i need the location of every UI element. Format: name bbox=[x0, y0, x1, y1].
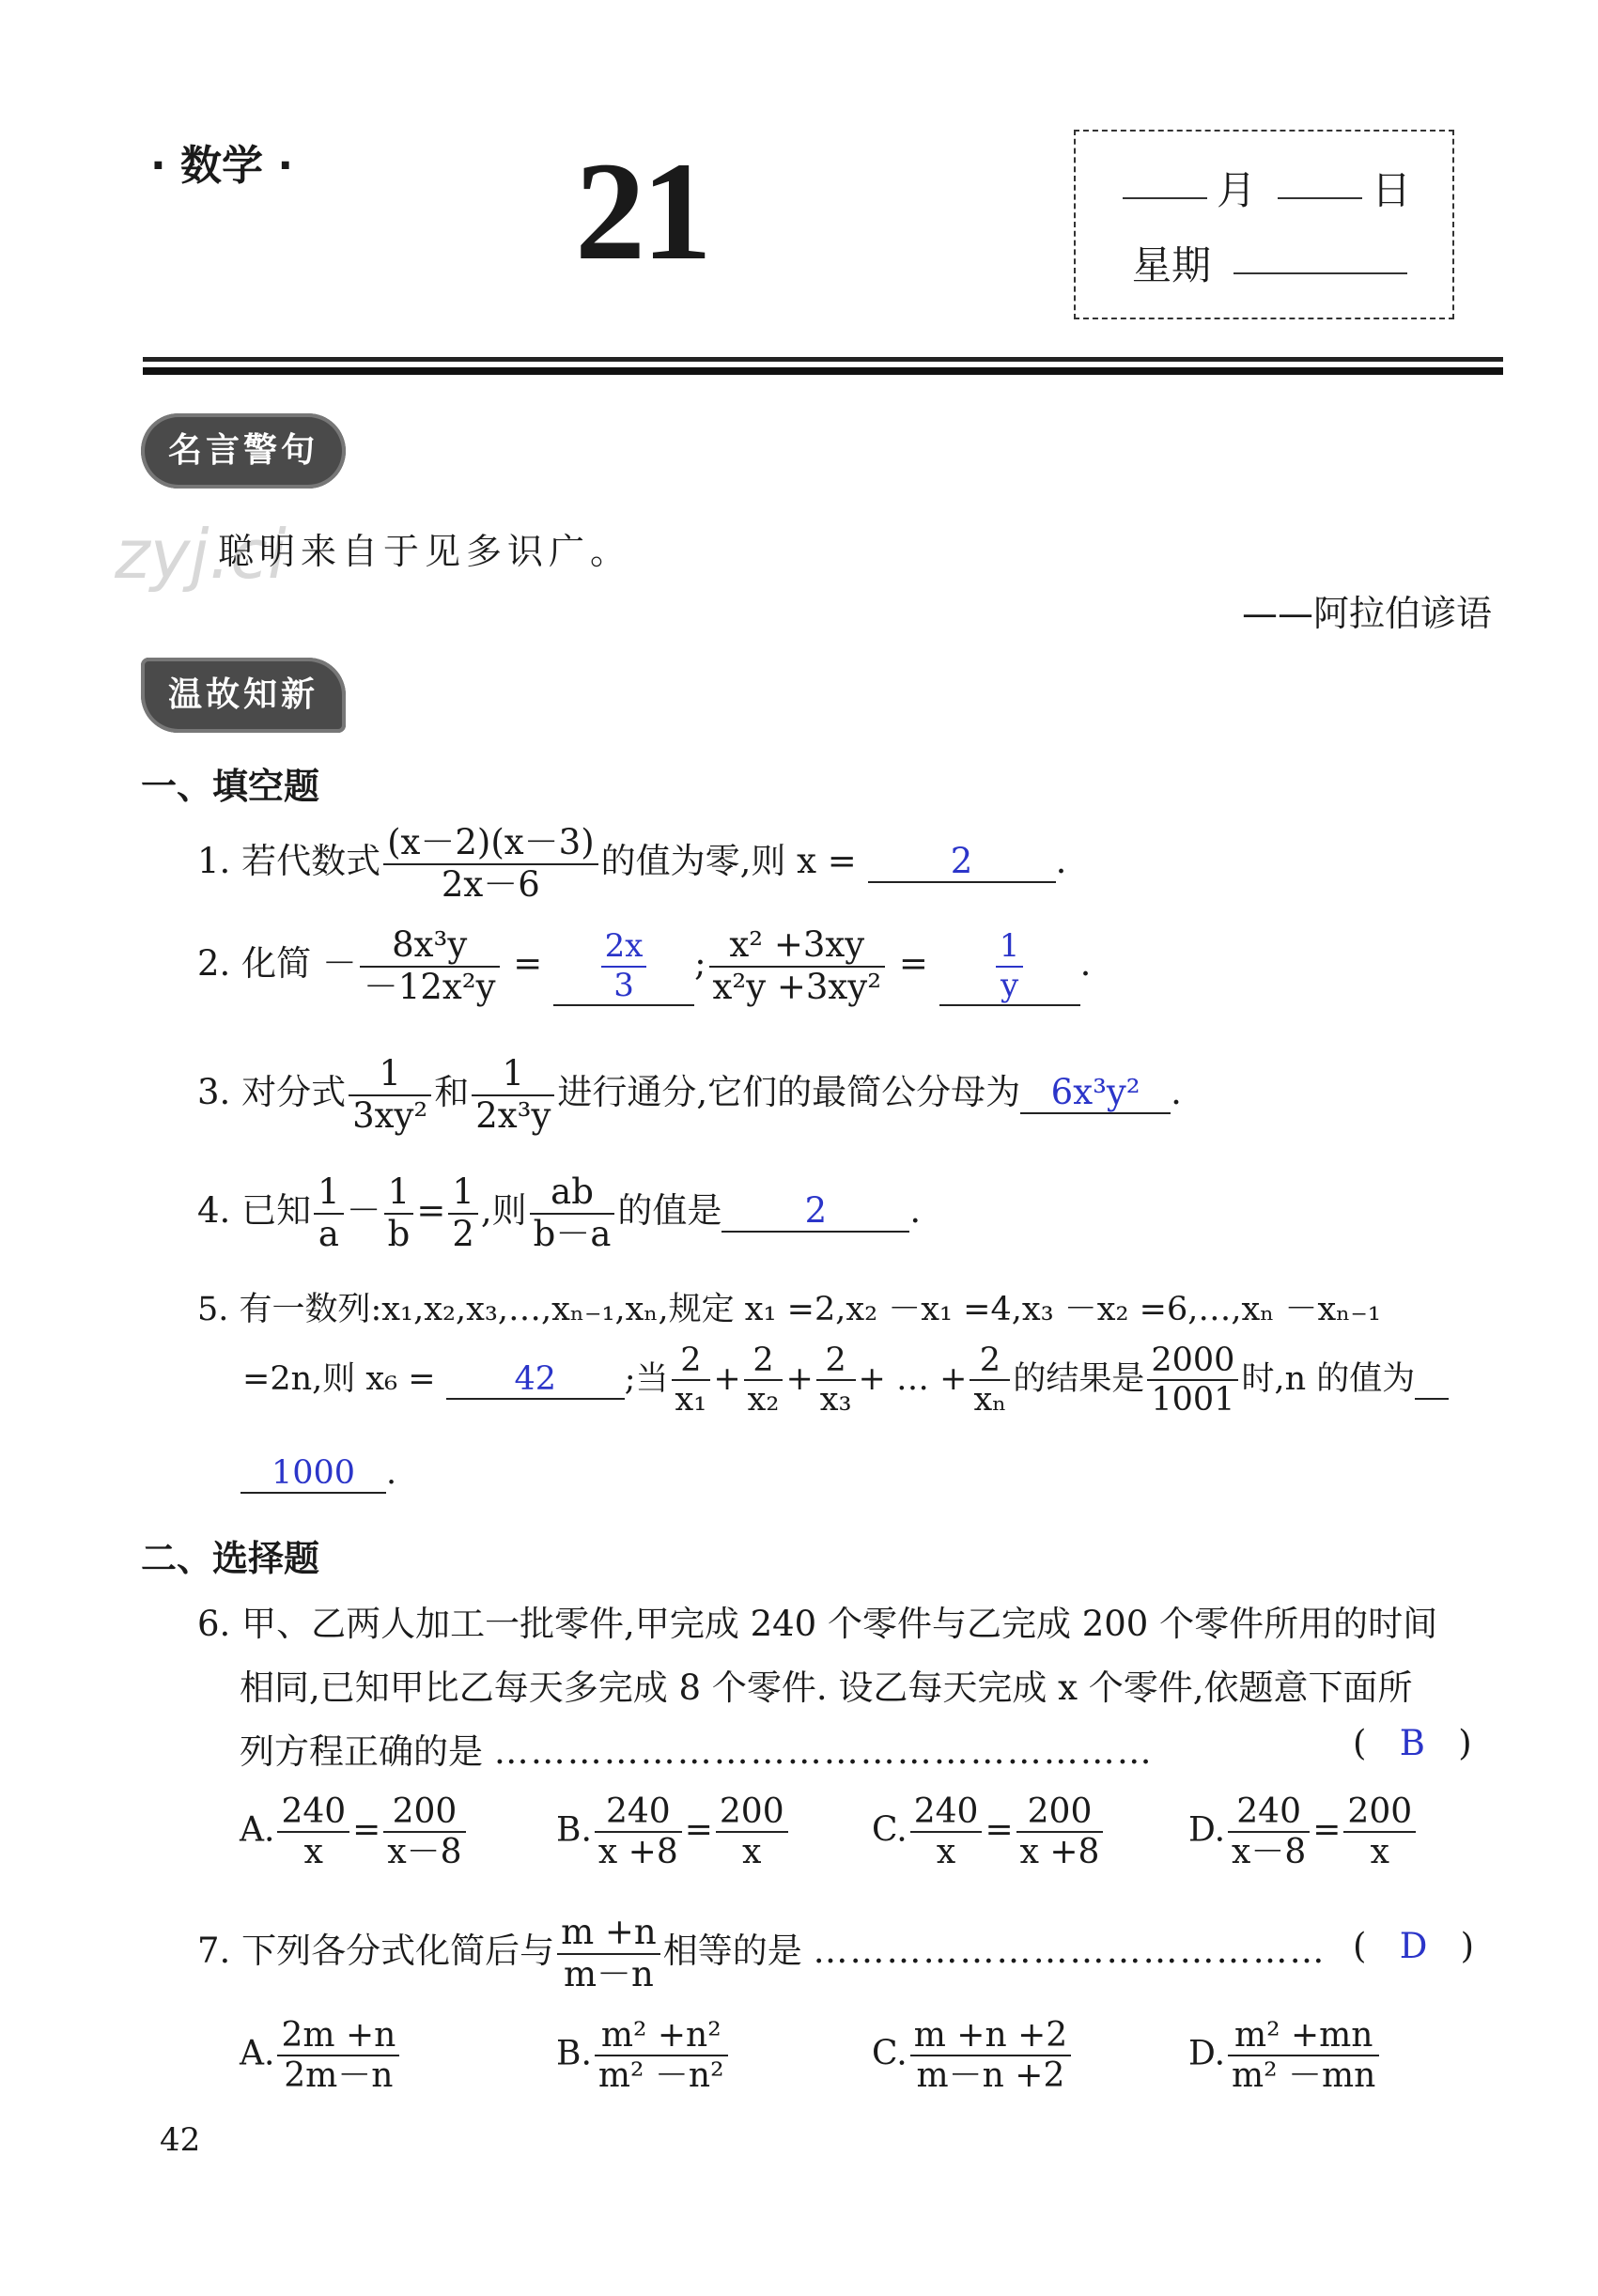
q1-suffix: 的值为零,则 x = bbox=[600, 841, 857, 882]
q4-prefix: 4. 已知 bbox=[197, 1190, 312, 1232]
q5-t2-num: 2 bbox=[744, 1342, 783, 1381]
q7-c-num: m +n +2 bbox=[910, 2016, 1071, 2056]
q2-answer-blank-1[interactable] bbox=[553, 928, 694, 1005]
header-rule-thin bbox=[143, 357, 1503, 362]
q4-fraction-4 bbox=[530, 1172, 615, 1254]
q4-f4-den: b－a bbox=[533, 1213, 612, 1254]
q6-b-right bbox=[716, 1792, 788, 1872]
q6-b-ln: 240 bbox=[595, 1792, 682, 1833]
q7-d-fraction bbox=[1228, 2016, 1379, 2096]
q3-end: . bbox=[1171, 1072, 1182, 1113]
q7-den: m－n bbox=[563, 1953, 654, 1994]
q5-answer-blank-2-start[interactable] bbox=[1415, 1360, 1449, 1400]
q6-c-ln: 240 bbox=[910, 1792, 983, 1833]
q4-f2-den: b bbox=[387, 1213, 411, 1254]
q7-b-num: m² +n² bbox=[595, 2016, 728, 2056]
choice-section-title: 二、选择题 bbox=[141, 1538, 320, 1579]
q4-fraction-2 bbox=[384, 1172, 414, 1254]
q6-d-ln: 240 bbox=[1228, 1792, 1310, 1833]
q6-b-ld: x +8 bbox=[597, 1833, 678, 1872]
q5-result-num: 2000 bbox=[1147, 1342, 1238, 1381]
header-rule-thick bbox=[143, 367, 1503, 375]
q6-option-a[interactable]: A. $\frac{240}{x}$ = $\frac{200}{x-8}$ bbox=[240, 1792, 469, 1872]
q7-a-den: 2m－n bbox=[284, 2056, 394, 2096]
q7-option-c-label: C. bbox=[872, 2034, 908, 2073]
q7-a-num: 2m +n bbox=[277, 2016, 399, 2056]
q3-num2: 1 bbox=[472, 1054, 554, 1096]
fill-section-title: 一、填空题 bbox=[141, 766, 320, 807]
q6-option-c-label: C. bbox=[872, 1810, 908, 1850]
subject-label: · 数学 · bbox=[150, 142, 294, 190]
q6-c-rd: x +8 bbox=[1019, 1833, 1100, 1872]
q7-b-fraction bbox=[595, 2016, 728, 2096]
question-6-line-3 bbox=[240, 1723, 1154, 1774]
weekday-label: 星期 bbox=[1132, 242, 1212, 288]
q7-c-den: m－n +2 bbox=[916, 2056, 1065, 2096]
question-4 bbox=[197, 1172, 921, 1254]
question-5-line-3 bbox=[240, 1454, 396, 1494]
question-1 bbox=[197, 823, 1066, 905]
q3-den2: 2x³y bbox=[475, 1094, 551, 1136]
q6-line3-text: 列方程正确的是 bbox=[240, 1731, 483, 1772]
q2-end: . bbox=[1079, 943, 1092, 985]
question-7 bbox=[197, 1913, 1326, 1994]
q6-b-rd: x bbox=[742, 1833, 762, 1872]
q6-d-ld: x－8 bbox=[1232, 1833, 1307, 1872]
q3-mid: 和 bbox=[434, 1072, 470, 1113]
q7-a-fraction bbox=[277, 2016, 399, 2096]
question-6-line-1: 6. 甲、乙两人加工一批零件,甲完成 240 个零件与乙完成 200 个零件所用的时间 bbox=[197, 1604, 1438, 1644]
q7-d-num: m² +mn bbox=[1228, 2016, 1379, 2056]
q2-ans-num2: 1 bbox=[996, 928, 1024, 967]
q7-option-b[interactable] bbox=[556, 2016, 731, 2096]
q4-f4-num: ab bbox=[530, 1172, 615, 1215]
q5-answer-blank-2[interactable]: 1000 bbox=[240, 1454, 386, 1494]
q5-t1-num: 2 bbox=[672, 1342, 711, 1381]
q5-result-den: 1001 bbox=[1151, 1381, 1235, 1419]
q4-fraction-1 bbox=[314, 1172, 344, 1254]
q7-b-den: m² －n² bbox=[597, 2056, 724, 2096]
review-badge: 温故知新 bbox=[141, 658, 346, 733]
q1-fraction bbox=[383, 823, 598, 905]
q3-fraction-2 bbox=[472, 1054, 554, 1136]
q6-answer: B bbox=[1399, 1723, 1425, 1763]
q6-c-rn: 200 bbox=[1016, 1792, 1104, 1833]
q4-fraction-3 bbox=[448, 1172, 478, 1254]
q2-ans-den2: y bbox=[1000, 966, 1019, 1004]
q6-d-rn: 200 bbox=[1343, 1792, 1416, 1833]
q3-prefix: 3. 对分式 bbox=[197, 1072, 347, 1113]
q5-term-2 bbox=[744, 1342, 783, 1419]
q7-option-a[interactable] bbox=[240, 2016, 402, 2096]
q6-d-right bbox=[1343, 1792, 1416, 1872]
q6-d-left bbox=[1228, 1792, 1310, 1872]
q6-option-b-label: B. bbox=[556, 1810, 592, 1850]
q4-then: ,则 bbox=[480, 1190, 527, 1232]
q6-c-left bbox=[910, 1792, 983, 1872]
q6-a-rn: 200 bbox=[383, 1792, 465, 1833]
q2-ans-den1: 3 bbox=[613, 966, 634, 1004]
q5-result-label: 的结果是 bbox=[1013, 1359, 1145, 1398]
q4-f1-den: a bbox=[318, 1213, 339, 1254]
q5-t2-den: x₂ bbox=[747, 1381, 780, 1419]
q3-fraction-1 bbox=[349, 1054, 431, 1136]
q7-option-d[interactable] bbox=[1188, 2016, 1382, 2096]
q2-den1: －12x²y bbox=[363, 966, 496, 1007]
q6-answer-bracket[interactable]: ( B ) bbox=[1353, 1723, 1472, 1763]
q7-option-d-label: D. bbox=[1188, 2034, 1226, 2073]
q3-suffix: 进行通分,它们的最简公分母为 bbox=[557, 1072, 1021, 1113]
q3-den1: 3xy² bbox=[352, 1094, 428, 1136]
q4-f2-num: 1 bbox=[384, 1172, 414, 1215]
page-number: 42 bbox=[160, 2121, 201, 2159]
date-box bbox=[1074, 130, 1454, 319]
lesson-number: 21 bbox=[575, 133, 708, 289]
q6-b-left bbox=[595, 1792, 682, 1872]
q5-answer-blank-1[interactable]: 42 bbox=[446, 1360, 625, 1400]
q7-dots: …………………………………… bbox=[813, 1931, 1326, 1972]
quote-attribution: ——阿拉伯谚语 bbox=[1242, 593, 1493, 634]
q7-option-a-label: A. bbox=[240, 2034, 275, 2073]
quote-text: 聪明来自于见多识广。 bbox=[218, 531, 632, 572]
q5-prefix: =2n,则 x₆ = bbox=[242, 1359, 436, 1398]
q4-eq: = bbox=[416, 1190, 446, 1232]
q2-num2: x² +3xy bbox=[709, 925, 886, 968]
q3-answer-blank[interactable]: 6x³y² bbox=[1020, 1072, 1171, 1114]
q7-d-den: m² －mn bbox=[1232, 2056, 1376, 2096]
q7-num: m +n bbox=[557, 1913, 660, 1955]
q4-end: . bbox=[909, 1190, 922, 1232]
q2-answer-2 bbox=[996, 928, 1024, 1003]
q5-t3-den: x₃ bbox=[819, 1381, 852, 1419]
q5-term-3 bbox=[816, 1342, 856, 1419]
q5-tn-den: xₙ bbox=[973, 1381, 1007, 1419]
q4-answer-blank[interactable]: 2 bbox=[721, 1190, 909, 1233]
q2-separator: ; bbox=[694, 943, 706, 985]
q7-answer-bracket[interactable]: ( D ) bbox=[1353, 1926, 1475, 1966]
q4-f1-num: 1 bbox=[314, 1172, 344, 1215]
q1-den: 2x－6 bbox=[441, 863, 540, 905]
q2-fraction-1 bbox=[360, 925, 500, 1007]
q5-ellipsis: + … + bbox=[858, 1359, 968, 1398]
q6-c-right bbox=[1016, 1792, 1104, 1872]
q6-option-d-label: D. bbox=[1188, 1810, 1226, 1850]
q6-option-c[interactable]: C. $\frac{240}{x}$ = $\frac{200}{x +8}$ bbox=[872, 1792, 1106, 1872]
question-3 bbox=[197, 1054, 1182, 1136]
q7-answer: D bbox=[1399, 1926, 1428, 1966]
q2-num1: 8x³y bbox=[360, 925, 500, 968]
q1-end: . bbox=[1055, 841, 1067, 882]
q2-fraction-2 bbox=[709, 925, 886, 1007]
weekday-blank[interactable] bbox=[1233, 235, 1407, 274]
month-blank[interactable] bbox=[1123, 160, 1207, 199]
q6-option-d[interactable]: D. $\frac{240}{x-8}$ = $\frac{200}{x}$ bbox=[1188, 1792, 1419, 1872]
q5-t1-den: x₁ bbox=[675, 1381, 707, 1419]
q6-a-left bbox=[277, 1792, 349, 1872]
q6-d-rd: x bbox=[1370, 1833, 1389, 1872]
q2-prefix: 2. 化简 － bbox=[197, 943, 357, 985]
q6-b-rn: 200 bbox=[716, 1792, 788, 1833]
q7-fraction bbox=[557, 1913, 660, 1994]
question-6-line-2: 相同,已知甲比乙每天多完成 8 个零件. 设乙每天完成 x 个零件,依题意下面所 bbox=[240, 1668, 1413, 1708]
q6-dots: ……………………………………………… bbox=[493, 1731, 1154, 1772]
q6-a-rd: x－8 bbox=[387, 1833, 462, 1872]
q2-eq2: = bbox=[898, 943, 928, 985]
q5-tn-num: 2 bbox=[970, 1342, 1010, 1381]
q7-option-b-label: B. bbox=[556, 2034, 592, 2073]
quote-badge: 名言警句 bbox=[141, 413, 346, 489]
q5-term-1 bbox=[672, 1342, 711, 1419]
q2-eq1: = bbox=[513, 943, 543, 985]
q6-c-ld: x bbox=[936, 1833, 956, 1872]
q7-suffix: 相等的是 bbox=[662, 1931, 802, 1972]
q5-end-text: 时,n 的值为 bbox=[1241, 1359, 1416, 1398]
q5-result-fraction bbox=[1147, 1342, 1238, 1419]
q4-suffix: 的值是 bbox=[617, 1190, 722, 1232]
q5-mid: ;当 bbox=[624, 1359, 669, 1398]
q7-c-fraction bbox=[910, 2016, 1071, 2096]
q2-answer-blank-2[interactable] bbox=[939, 928, 1080, 1005]
q6-option-a-label: A. bbox=[240, 1810, 275, 1850]
q4-minus: － bbox=[346, 1190, 381, 1232]
q7-option-c[interactable] bbox=[872, 2016, 1074, 2096]
q2-ans-num1: 2x bbox=[601, 928, 647, 967]
q2-den2: x²y +3xy² bbox=[712, 966, 882, 1007]
q3-num1: 1 bbox=[349, 1054, 431, 1096]
q6-a-ln: 240 bbox=[277, 1792, 349, 1833]
q5-term-n bbox=[970, 1342, 1010, 1419]
q7-prefix: 7. 下列各分式化简后与 bbox=[197, 1931, 555, 1972]
q6-option-b[interactable]: B. $\frac{240}{x +8}$ = $\frac{200}{x}$ bbox=[556, 1792, 791, 1872]
question-5-line-2: =2n,则 x₆ = 42 ;当 $\frac{2}{\text{x₁}}$ + $\frac{2}{\text{x₂}}$ + $\frac{2}{\text{x₃}}$ + … + $\frac{2}{\text{xₙ}}$ 的结果是 $\frac{2000}{1001}$ 时,n 的值为 bbox=[242, 1342, 1449, 1419]
q1-answer-blank[interactable]: 2 bbox=[868, 841, 1056, 883]
day-blank[interactable] bbox=[1278, 160, 1362, 199]
month-label: 月 bbox=[1217, 167, 1257, 213]
q2-answer-1 bbox=[601, 928, 647, 1003]
question-2 bbox=[197, 925, 1091, 1007]
q1-num: (x－2)(x－3) bbox=[383, 823, 598, 865]
q6-a-right bbox=[383, 1792, 465, 1872]
question-5-line-1: 5. 有一数列:x₁,x₂,x₃,…,xₙ₋₁,xₙ,规定 x₁ =2,x₂ －x₁ =4,x₃ －x₂ =6,…,xₙ －xₙ₋₁ bbox=[197, 1291, 1381, 1328]
q5-end: . bbox=[386, 1454, 397, 1492]
q1-prefix: 1. 若代数式 bbox=[197, 841, 381, 882]
q6-a-ld: x bbox=[303, 1833, 323, 1872]
q4-f3-num: 1 bbox=[448, 1172, 478, 1215]
q4-f3-den: 2 bbox=[452, 1213, 474, 1254]
q5-t3-num: 2 bbox=[816, 1342, 856, 1381]
watermark: zyj.ci bbox=[115, 515, 287, 594]
day-label: 日 bbox=[1372, 167, 1412, 213]
